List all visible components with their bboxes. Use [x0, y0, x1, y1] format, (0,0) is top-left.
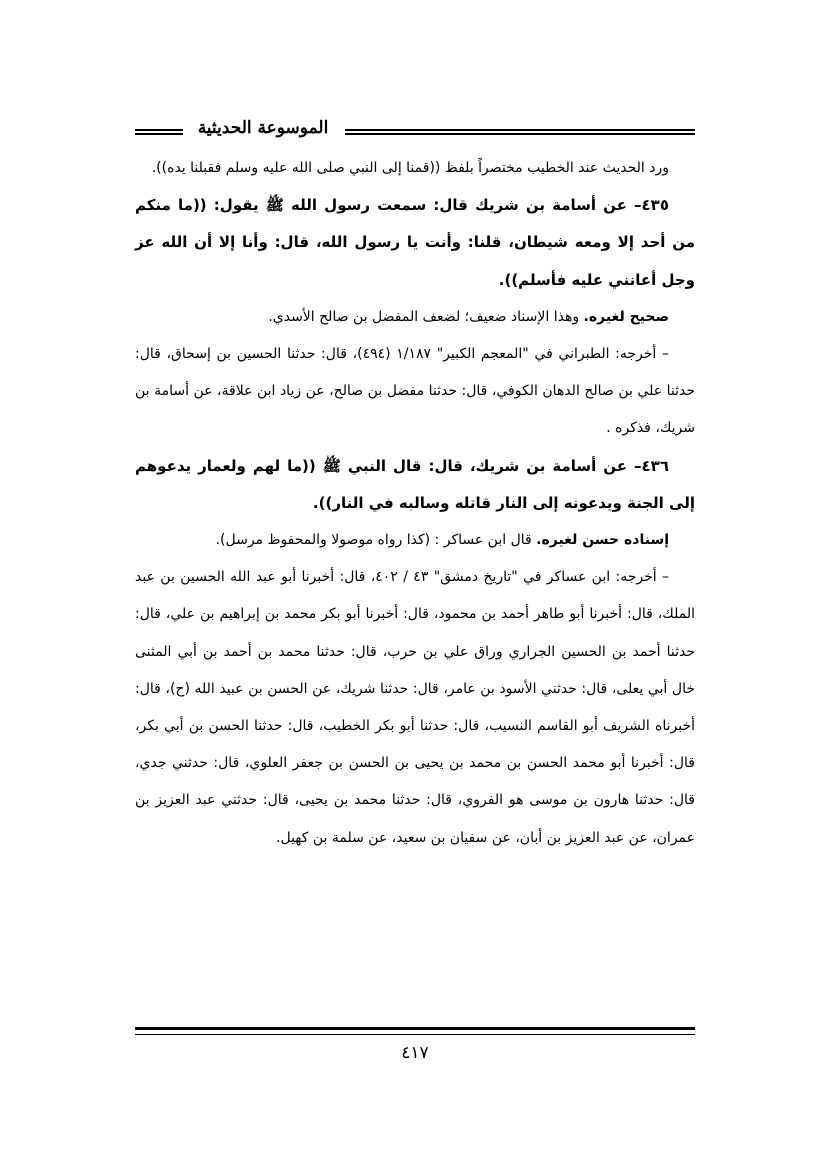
- grade-435-text: وهذا الإسناد ضعيف؛ لضعف المفضل بن صالح الأسدي.: [268, 308, 584, 325]
- grade-435-label: صحيح لغيره.: [583, 308, 669, 325]
- page-number: ٤١٧: [401, 1043, 429, 1063]
- grade-436: [135, 522, 695, 559]
- running-title: الموسوعة الحديثية: [197, 118, 329, 138]
- page-body: [135, 150, 695, 857]
- footer-rule-thick: [135, 1027, 695, 1030]
- hadith-435: ٤٣٥– عن أسامة بن شريك قال: سمعت رسول الله ﷺ يقول: ((ما منكم من أحد إلا ومعه شيطان، قلنا: وأنت يا رسول الله، قال: وأنا إلا أن الله عز وجل أعانني عليه فأسلم)).: [135, 196, 695, 289]
- grade-436-text: قال ابن عساكر : (كذا رواه موصولا والمحفوظ مرسل).: [215, 532, 537, 549]
- takhrij-436: – أخرجه: ابن عساكر في "تاريخ دمشق" ٤٣ / ٤٠٢، قال: أخبرنا أبو عبد الله الحسين بن عبد الملك، قال: أخبرنا أبو طاهر أحمد بن محمود، قال: أخبرنا أبو بكر محمد بن إبراهيم بن علي، قال: حدثنا أحمد بن الحسين الجراري وراق علي بن حرب، قال: حدثنا محمد بن أحمد بن أبي المثنى خال أبي يعلى، قال: حدثني الأسود بن عامر، قال: حدثنا شريك، عن الحسن بن عبيد الله (ح)، قال: أخبرناه الشريف أبو القاسم النسيب، قال: حدثنا أبو بكر الخطيب، قال: حدثنا الحسن بن أبي بكر، قال: أخبرنا أبو محمد الحسن بن محمد بن يحيى بن الحسن بن جعفر العلوي، قال: حدثني جدي، قال: حدثنا هارون بن موسى هو الفروي، قال: حدثنا محمد بن يحيى، قال: حدثني عبد العزيز بن عمران، عن عبد العزيز بن أبان، عن سفيان بن سعيد، عن سلمة بن كهيل.: [135, 569, 695, 846]
- footer-rule-thin: [135, 1034, 695, 1035]
- paragraph-intro: ورد الحديث عند الخطيب مختصراً بلفظ ((قمنا إلى النبي صلى الله عليه وسلم فقبلنا يده)).: [151, 160, 669, 176]
- header-rule-left: [135, 129, 183, 135]
- header-rule-right: [345, 129, 695, 135]
- grade-436-label: إسناده حسن لغيره.: [536, 532, 669, 549]
- grade-435: [135, 299, 695, 336]
- takhrij-435: – أخرجه: الطبراني في "المعجم الكبير" ١/١٨٧ (٤٩٤)، قال: حدثنا الحسين بن إسحاق، قال: حدثنا علي بن صالح الدهان الكوفي، قال: حدثنا مفضل بن صالح، عن زياد ابن علاقة، عن أسامة بن شريك، فذكره .: [135, 346, 695, 437]
- hadith-436: ٤٣٦– عن أسامة بن شريك، قال: قال النبي ﷺ ((ما لهم ولعمار يدعوهم إلى الجنة ويدعونه إلى النار قاتله وسالبه في النار)).: [135, 456, 695, 512]
- footer-rules: [135, 1027, 695, 1035]
